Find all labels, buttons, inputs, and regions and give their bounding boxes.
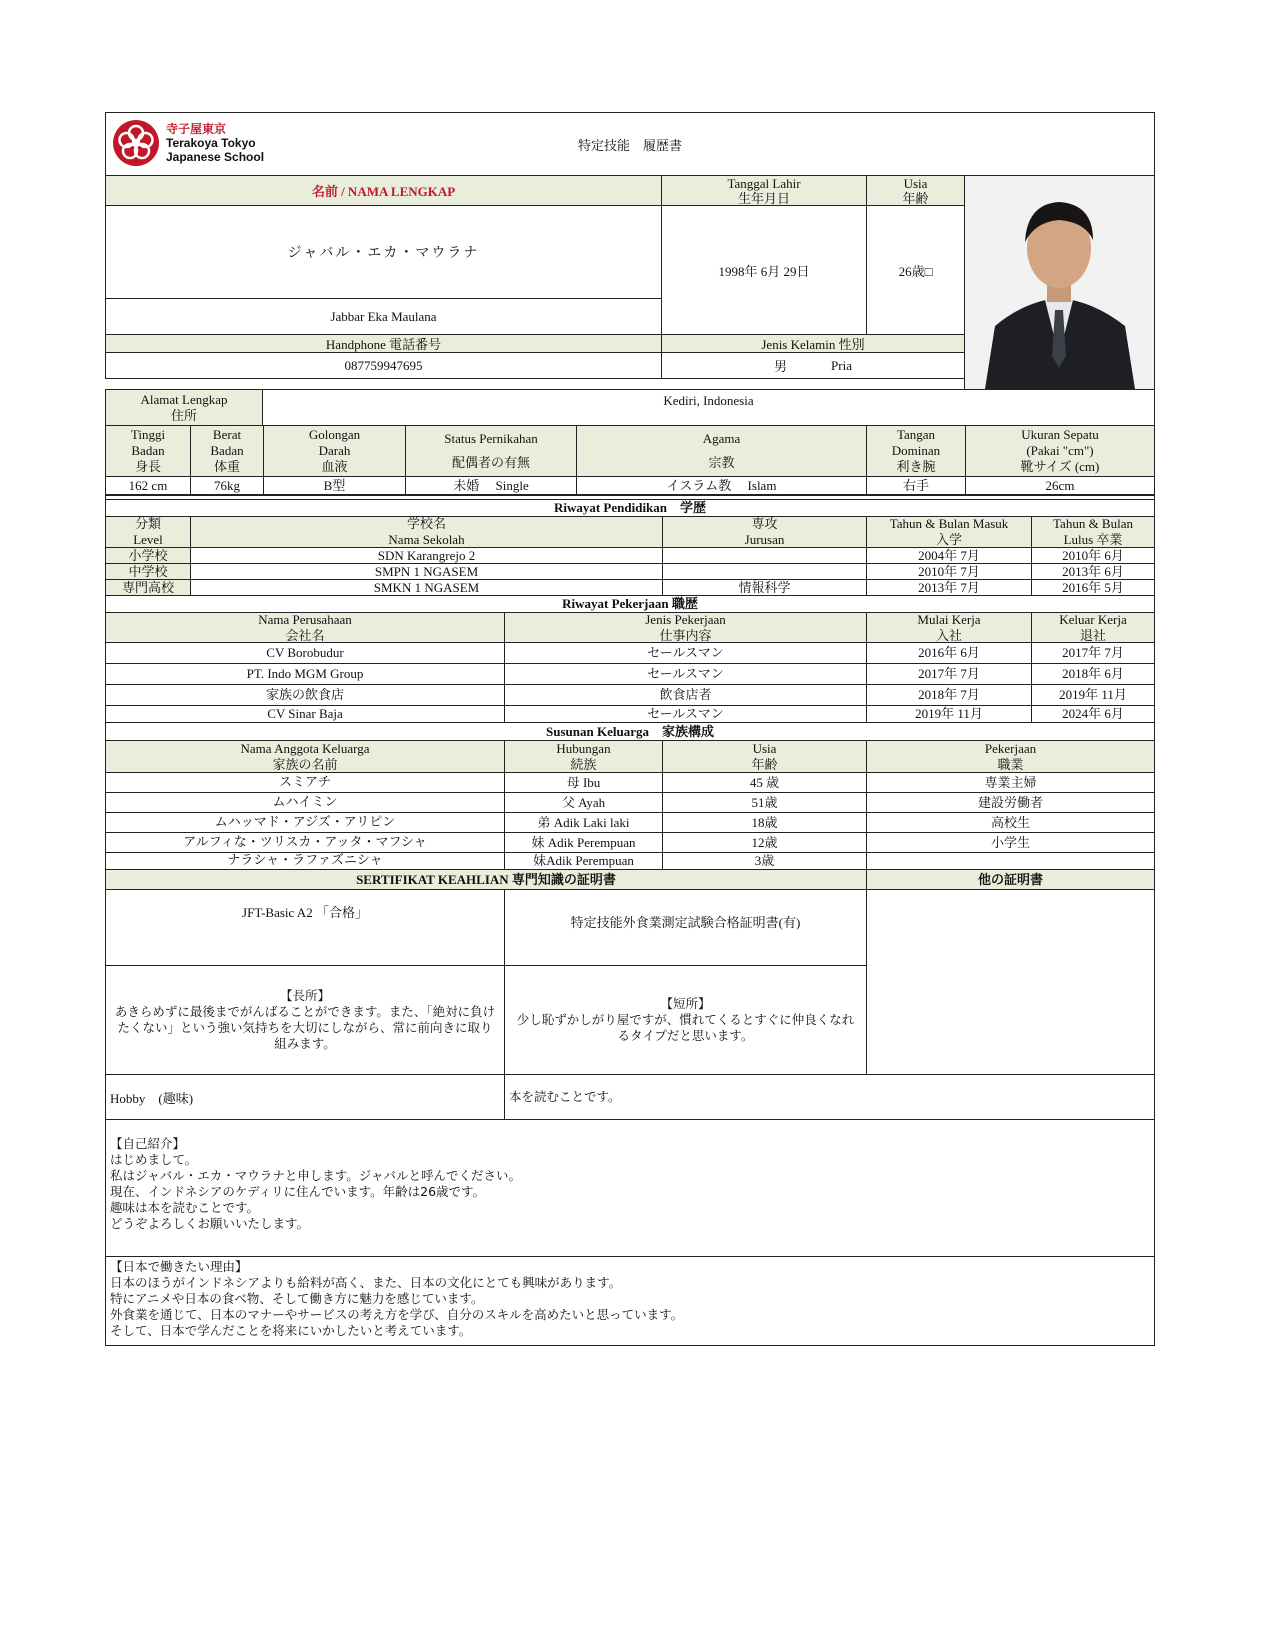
weakness-text: 少し恥ずかしがり屋ですが、慣れてくるとすぐに仲良くなれるタイプだと思います。 — [516, 1012, 855, 1043]
weight-value: 76kg — [191, 477, 264, 494]
work-company: 家族の飲食店 — [106, 685, 505, 705]
phone-value: 087759947695 — [344, 357, 423, 373]
height-value: 162 cm — [106, 477, 191, 494]
weight-header: Berat Badan 体重 — [191, 426, 264, 476]
family-job: 小学生 — [990, 834, 1030, 850]
table-row — [105, 792, 1155, 813]
age-value-cell — [866, 205, 965, 335]
work-job: セールスマン — [505, 643, 867, 663]
edu-entry: 2013年 7月 — [867, 580, 1032, 595]
table-row — [105, 547, 1155, 564]
edu-major-header: 専攻 Jurusan — [663, 517, 867, 547]
family-relation: 妹Adik Perempuan — [505, 853, 663, 869]
family-name: ムハイミン — [106, 793, 505, 812]
dob-label-jp: 生年月日 — [737, 190, 790, 206]
shoe-size-value: 26cm — [1045, 477, 1075, 493]
other-certificate-title: 他の証明書 — [867, 870, 1154, 889]
table-row — [105, 832, 1155, 853]
edu-major — [663, 548, 867, 563]
blood-type-header: Golongan Darah 血液 — [264, 426, 406, 476]
family-job: 建設労働者 — [977, 794, 1043, 810]
person-photo-icon — [965, 176, 1154, 389]
edu-school: SMKN 1 NGASEM — [191, 580, 663, 595]
table-row — [105, 705, 1155, 723]
weakness-title: 【短所】 — [660, 996, 711, 1011]
table-row — [105, 563, 1155, 580]
table-row — [105, 579, 1155, 596]
name-label: 名前 / NAMA LENGKAP — [311, 184, 456, 199]
family-relation-header: Hubungan 続族 — [505, 741, 663, 772]
gender-label-cell — [661, 334, 965, 353]
self-introduction-line: 私はジャバル・エカ・マウラナと申します。ジャバルと呼んでください。 — [110, 1168, 522, 1183]
work-title-row — [105, 595, 1155, 613]
edu-level: 小学校 — [106, 548, 191, 563]
edu-graduate: 2013年 6月 — [1062, 564, 1124, 579]
certificate-title-row — [105, 869, 1155, 890]
education-title: Riwayat Pendidikan 学歴 — [553, 500, 707, 515]
work-end: 2018年 6月 — [1062, 666, 1124, 681]
work-start-header: Mulai Kerja 入社 — [867, 613, 1032, 642]
table-row — [105, 852, 1155, 870]
work-company: PT. Indo MGM Group — [106, 664, 505, 684]
edu-level: 専門高校 — [106, 580, 191, 595]
self-introduction-line: どうぞよろしくお願いいたします。 — [110, 1216, 310, 1231]
hobby-value-cell — [504, 1074, 1155, 1120]
reason-title: 【日本で働きたい理由】 — [110, 1259, 248, 1274]
resume-sheet — [105, 112, 1155, 1392]
marital-status-header: Status Pernikahan 配偶者の有無 — [406, 426, 577, 476]
reason-line: 外食業を通じて、日本のマナーやサービスの考え方を学び、自分のスキルを高めたいと思っています。 — [110, 1307, 684, 1322]
family-title: Susunan Keluarga 家族構成 — [546, 723, 714, 739]
family-name-header: Nama Anggota Keluarga 家族の名前 — [106, 741, 505, 772]
work-start: 2018年 7月 — [867, 685, 1032, 705]
edu-graduate-header: Tahun & Bulan Lulus 卒業 — [1032, 517, 1154, 547]
dob-label: Tanggal Lahir — [727, 175, 801, 191]
family-title-row — [105, 722, 1155, 741]
edu-entry: 2004年 7月 — [867, 548, 1032, 563]
family-age: 12歳 — [663, 833, 867, 852]
reason-cell — [105, 1256, 1155, 1346]
self-introduction-line: はじめまして。 — [110, 1152, 198, 1167]
hobby-label: Hobby (趣味) — [110, 1090, 194, 1106]
work-header-row — [105, 612, 1155, 643]
gender-label: Jenis Kelamin 性別 — [761, 337, 865, 352]
gender-id: Pria — [831, 357, 852, 373]
edu-major — [663, 564, 867, 579]
religion-value: イスラム教 Islam — [577, 477, 867, 494]
table-row — [105, 684, 1155, 706]
work-start: 2016年 6月 — [867, 643, 1032, 663]
name-kana-cell — [105, 205, 662, 299]
name-latin: Jabbar Eka Maulana — [330, 308, 437, 324]
work-company-header: Nama Perusahaan 会社名 — [106, 613, 505, 642]
education-header-row — [105, 516, 1155, 548]
phone-label-cell — [105, 334, 662, 353]
other-certificate-cell — [866, 889, 1155, 1075]
age-value: 26歳□ — [898, 263, 933, 279]
reason-line: そして、日本で学んだことを将来にいかしたいと考えています。 — [110, 1323, 472, 1338]
dob-value: 1998年 6月 29日 — [718, 263, 810, 279]
family-age: 51歳 — [663, 793, 867, 812]
work-company: CV Borobudur — [106, 643, 505, 663]
family-age: 3歳 — [663, 853, 867, 869]
edu-level: 中学校 — [106, 564, 191, 579]
work-end: 2024年 6月 — [1062, 706, 1124, 721]
family-age: 45 歳 — [663, 773, 867, 792]
family-relation: 弟 Adik Laki laki — [505, 813, 663, 832]
address-value-cell — [262, 389, 1155, 426]
work-job: セールスマン — [505, 664, 867, 684]
applicant-photo — [964, 175, 1155, 390]
work-start: 2019年 11月 — [867, 706, 1032, 722]
work-end: 2017年 7月 — [1062, 645, 1124, 660]
education-title-row — [105, 499, 1155, 517]
table-row — [105, 663, 1155, 685]
family-job-header: Pekerjaan 職業 — [867, 741, 1154, 772]
family-job: 高校生 — [990, 814, 1030, 830]
work-title: Riwayat Pekerjaan 職歴 — [562, 596, 698, 611]
blood-type-value: B型 — [264, 477, 406, 494]
family-job — [867, 853, 1154, 869]
edu-school: SDN Karangrejo 2 — [191, 548, 663, 563]
dominant-hand-value: 右手 — [867, 477, 966, 494]
age-label-jp: 年齢 — [902, 190, 929, 206]
name-latin-cell — [105, 298, 662, 335]
strengths-title: 【長所】 — [279, 988, 330, 1003]
family-name: アルフィな・ツリスカ・アッタ・マフシャ — [106, 833, 505, 852]
dominant-hand-header: Tangan Dominan 利き腕 — [867, 426, 966, 476]
height-header: Tinggi Badan 身長 — [106, 426, 191, 476]
logo-en-line1: Terakoya Tokyo — [166, 136, 256, 150]
header-row — [105, 112, 1155, 176]
logo-en-line2: Japanese School — [166, 150, 265, 164]
family-header-row — [105, 740, 1155, 773]
table-row — [105, 642, 1155, 664]
hobby-label-cell — [105, 1074, 505, 1120]
body-info-header-row — [105, 425, 1155, 477]
certificate-2: 特定技能外食業測定試験合格証明書(有) — [570, 915, 801, 930]
self-introduction-line: 現在、インドネシアのケディリに住んでいます。年齢は26歳です。 — [110, 1184, 486, 1199]
family-name: スミアチ — [106, 773, 505, 792]
edu-major: 情報科学 — [663, 580, 867, 595]
body-info-value-row — [105, 476, 1155, 495]
family-relation: 父 Ayah — [505, 793, 663, 812]
certificate-2-cell — [504, 889, 867, 966]
reason-line: 日本のほうがインドネシアよりも給料が高く、また、日本の文化にとても興味があります。 — [110, 1275, 622, 1290]
family-relation: 妹 Adik Perempuan — [505, 833, 663, 852]
work-job-header: Jenis Pekerjaan 仕事内容 — [505, 613, 867, 642]
family-relation: 母 Ibu — [505, 773, 663, 792]
address-value: Kediri, Indonesia — [663, 393, 754, 408]
edu-school: SMPN 1 NGASEM — [191, 564, 663, 579]
work-company: CV Sinar Baja — [106, 706, 505, 722]
gender-jp: 男 — [774, 359, 788, 374]
age-label: Usia — [903, 175, 928, 191]
document-title: 特定技能 履歴書 — [577, 139, 682, 154]
phone-value-cell — [105, 352, 662, 379]
age-label-cell — [866, 175, 965, 206]
dob-label-cell — [661, 175, 867, 206]
address-label-jp: 住所 — [170, 407, 197, 423]
shoe-size-header: Ukuran Sepatu (Pakai "cm") 靴サイズ (cm) — [966, 426, 1154, 476]
strengths-text: あきらめずに最後までがんばることができます。また、「絶対に負けたくない」という強い気持ちを大切にしながら、常に前向きに取り組みます。 — [114, 1004, 496, 1051]
work-end: 2019年 11月 — [1059, 687, 1127, 702]
work-end-header: Keluar Kerja 退社 — [1032, 613, 1154, 642]
certificate-1: JFT-Basic A2 「合格」 — [242, 905, 368, 920]
self-introduction-line: 趣味は本を読むことです。 — [110, 1200, 260, 1215]
edu-entry: 2010年 7月 — [867, 564, 1032, 579]
gender-value-cell — [661, 352, 965, 379]
table-row — [105, 772, 1155, 793]
certificate-title: SERTIFIKAT KEAHLIAN 専門知識の証明書 — [106, 870, 867, 889]
certificate-1-cell — [105, 889, 505, 966]
hobby-value: 本を読むことです。 — [509, 1089, 621, 1104]
name-label-cell — [105, 175, 662, 206]
family-name: ナラシャ・ラファズニシャ — [106, 853, 505, 869]
self-introduction-cell — [105, 1119, 1155, 1257]
marital-status-value: 未婚 Single — [406, 477, 577, 494]
address-label-cell — [105, 389, 263, 426]
family-age-header: Usia 年齢 — [663, 741, 867, 772]
self-introduction-title: 【自己紹介】 — [110, 1136, 186, 1151]
weakness-cell — [504, 965, 867, 1075]
edu-graduate: 2010年 6月 — [1062, 548, 1124, 563]
work-job: セールスマン — [505, 706, 867, 722]
phone-label: Handphone 電話番号 — [325, 337, 442, 352]
address-label: Alamat Lengkap — [140, 391, 228, 407]
name-kana: ジャバル・エカ・マウラナ — [287, 245, 480, 261]
religion-header: Agama 宗教 — [577, 426, 867, 476]
dob-value-cell — [661, 205, 867, 335]
work-job: 飲食店者 — [505, 685, 867, 705]
edu-level-header: 分類 Level — [106, 517, 191, 547]
family-name: ムハッマド・アジズ・アリピン — [106, 813, 505, 832]
edu-graduate: 2016年 5月 — [1062, 580, 1124, 595]
edu-school-header: 学校名 Nama Sekolah — [191, 517, 663, 547]
family-age: 18歳 — [663, 813, 867, 832]
reason-line: 特にアニメや日本の食べ物、そして働き方に魅力を感じています。 — [110, 1291, 484, 1306]
edu-entry-header: Tahun & Bulan Masuk 入学 — [867, 517, 1032, 547]
family-job: 専業主婦 — [984, 774, 1037, 790]
work-start: 2017年 7月 — [867, 664, 1032, 684]
logo-jp: 寺子屋東京 — [166, 122, 227, 136]
strengths-cell — [105, 965, 505, 1075]
table-row — [105, 812, 1155, 833]
